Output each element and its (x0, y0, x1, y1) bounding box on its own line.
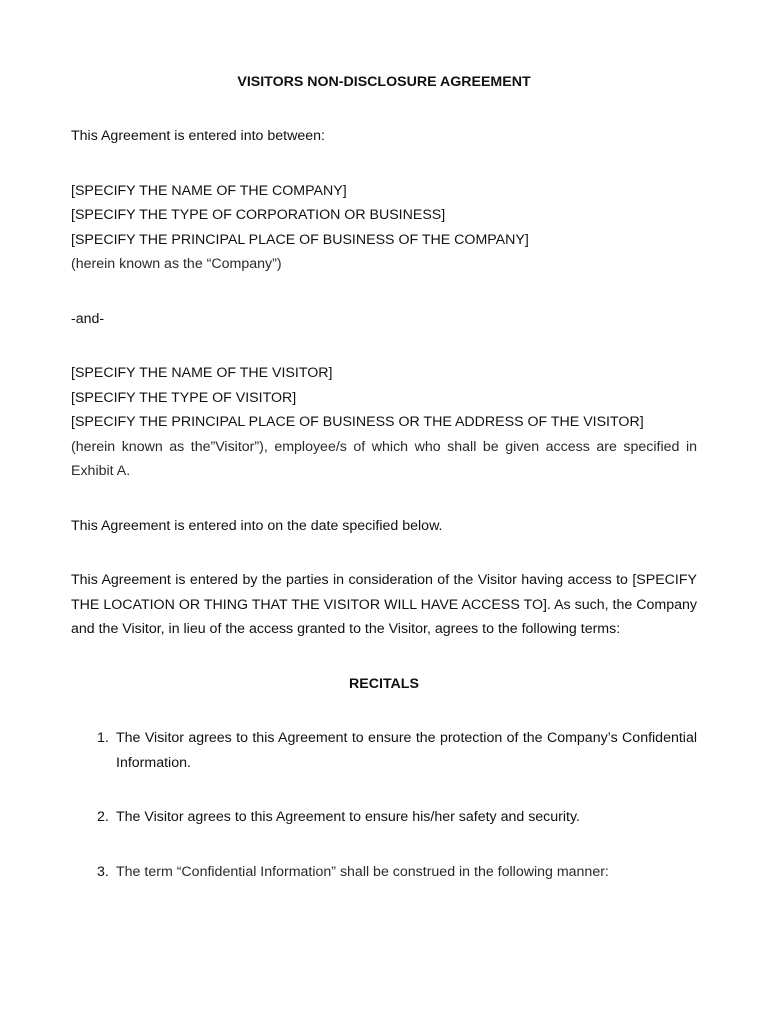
list-item-text: The Visitor agrees to this Agreement to ensure the protection of the Company’s Confidential Information. (116, 730, 697, 771)
document-body (71, 70, 697, 884)
list-item-number: 1. (97, 730, 109, 746)
visitor-type-placeholder: [SPECIFY THE TYPE OF VISITOR] (71, 389, 297, 406)
list-item-number: 3. (97, 863, 109, 880)
visitor-name-placeholder: [SPECIFY THE NAME OF THE VISITOR] (71, 365, 333, 381)
list-item (71, 726, 697, 775)
list-item-number: 2. (97, 809, 109, 825)
list-item-text: The term “Confidential Information” shall be construed in the following manner: (116, 863, 609, 880)
company-type-placeholder: [SPECIFY THE TYPE OF CORPORATION OR BUSINESS] (71, 207, 446, 223)
company-name-placeholder: [SPECIFY THE NAME OF THE COMPANY] (71, 182, 347, 199)
date-paragraph: This Agreement is entered into on the date specified below. (71, 517, 443, 534)
visitor-definition: (herein known as the”Visitor”), employee/s of which who shall be given access are specified in Exhibit A. (71, 438, 697, 479)
consideration-paragraph: This Agreement is entered by the parties in consideration of the Visitor having access to [SPECIFY THE LOCATION OR THING THAT THE VISITOR WILL HAVE ACCESS TO]. As such, the Company and the Visitor, in lieu of the access granted to the Visitor, agrees to the following terms: (71, 572, 697, 637)
document-title: VISITORS NON-DISCLOSURE AGREEMENT (237, 74, 531, 90)
intro-paragraph: This Agreement is entered into between: (71, 128, 325, 144)
company-definition: (herein known as the “Company”) (71, 256, 282, 272)
recitals-list (71, 726, 697, 884)
recitals-heading: RECITALS (349, 675, 419, 692)
list-item-text: The Visitor agrees to this Agreement to ensure his/her safety and security. (116, 809, 580, 825)
visitor-address-placeholder: [SPECIFY THE PRINCIPAL PLACE OF BUSINESS OR THE ADDRESS OF THE VISITOR] (71, 414, 644, 430)
company-address-placeholder: [SPECIFY THE PRINCIPAL PLACE OF BUSINESS OF THE COMPANY] (71, 231, 529, 248)
and-separator: -and- (71, 310, 105, 327)
list-item (71, 805, 697, 830)
list-item (71, 860, 697, 885)
company-block (71, 179, 697, 277)
visitor-block (71, 361, 697, 484)
